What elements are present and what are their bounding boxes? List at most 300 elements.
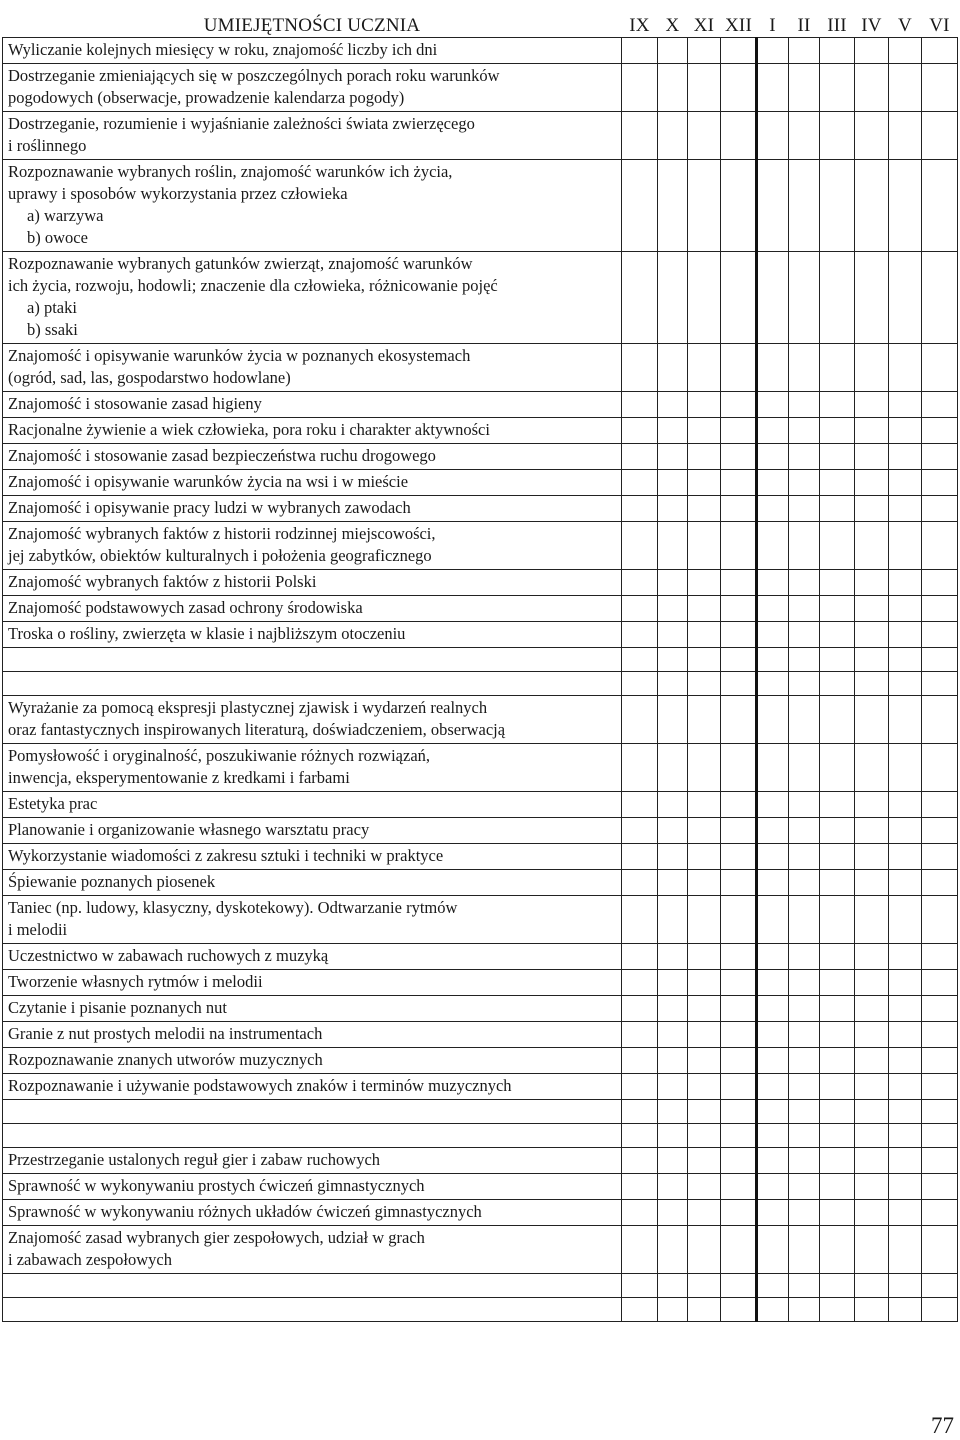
month-cell[interactable] xyxy=(688,1226,721,1274)
month-cell[interactable] xyxy=(820,1074,855,1100)
month-cell[interactable] xyxy=(658,392,688,418)
month-cell[interactable] xyxy=(922,870,958,896)
month-cell[interactable] xyxy=(820,622,855,648)
month-cell[interactable] xyxy=(855,744,889,792)
month-cell[interactable] xyxy=(658,1298,688,1322)
month-cell[interactable] xyxy=(622,1074,658,1100)
month-cell[interactable] xyxy=(721,1148,757,1174)
month-cell[interactable] xyxy=(922,252,958,344)
month-cell[interactable] xyxy=(889,818,922,844)
month-cell[interactable] xyxy=(757,1124,789,1148)
month-cell[interactable] xyxy=(721,1100,757,1124)
month-cell[interactable] xyxy=(721,648,757,672)
month-cell[interactable] xyxy=(688,570,721,596)
month-cell[interactable] xyxy=(820,896,855,944)
month-cell[interactable] xyxy=(721,496,757,522)
month-cell[interactable] xyxy=(658,944,688,970)
month-cell[interactable] xyxy=(889,870,922,896)
month-cell[interactable] xyxy=(721,696,757,744)
month-cell[interactable] xyxy=(757,696,789,744)
month-cell[interactable] xyxy=(789,570,820,596)
month-cell[interactable] xyxy=(688,870,721,896)
month-cell[interactable] xyxy=(688,38,721,64)
month-cell[interactable] xyxy=(622,996,658,1022)
month-cell[interactable] xyxy=(721,996,757,1022)
month-cell[interactable] xyxy=(658,1074,688,1100)
month-cell[interactable] xyxy=(789,418,820,444)
month-cell[interactable] xyxy=(789,1074,820,1100)
month-cell[interactable] xyxy=(721,64,757,112)
month-cell[interactable] xyxy=(922,418,958,444)
month-cell[interactable] xyxy=(789,622,820,648)
month-cell[interactable] xyxy=(622,944,658,970)
month-cell[interactable] xyxy=(922,1048,958,1074)
month-cell[interactable] xyxy=(889,648,922,672)
month-cell[interactable] xyxy=(855,1100,889,1124)
month-cell[interactable] xyxy=(688,1174,721,1200)
month-cell[interactable] xyxy=(789,696,820,744)
month-cell[interactable] xyxy=(658,596,688,622)
month-cell[interactable] xyxy=(820,112,855,160)
month-cell[interactable] xyxy=(658,496,688,522)
month-cell[interactable] xyxy=(889,1074,922,1100)
month-cell[interactable] xyxy=(855,470,889,496)
month-cell[interactable] xyxy=(889,1226,922,1274)
month-cell[interactable] xyxy=(855,522,889,570)
month-cell[interactable] xyxy=(688,1074,721,1100)
month-cell[interactable] xyxy=(855,870,889,896)
month-cell[interactable] xyxy=(688,1148,721,1174)
month-cell[interactable] xyxy=(622,792,658,818)
month-cell[interactable] xyxy=(688,1048,721,1074)
month-cell[interactable] xyxy=(820,1148,855,1174)
month-cell[interactable] xyxy=(721,896,757,944)
month-cell[interactable] xyxy=(688,1200,721,1226)
month-cell[interactable] xyxy=(922,792,958,818)
month-cell[interactable] xyxy=(622,1174,658,1200)
month-cell[interactable] xyxy=(820,252,855,344)
month-cell[interactable] xyxy=(658,1048,688,1074)
month-cell[interactable] xyxy=(721,1074,757,1100)
month-cell[interactable] xyxy=(721,844,757,870)
month-cell[interactable] xyxy=(820,696,855,744)
month-cell[interactable] xyxy=(855,64,889,112)
month-cell[interactable] xyxy=(757,470,789,496)
month-cell[interactable] xyxy=(688,818,721,844)
month-cell[interactable] xyxy=(721,970,757,996)
month-cell[interactable] xyxy=(688,744,721,792)
month-cell[interactable] xyxy=(757,1226,789,1274)
month-cell[interactable] xyxy=(721,1124,757,1148)
month-cell[interactable] xyxy=(922,744,958,792)
month-cell[interactable] xyxy=(757,870,789,896)
month-cell[interactable] xyxy=(922,1148,958,1174)
month-cell[interactable] xyxy=(889,344,922,392)
month-cell[interactable] xyxy=(658,470,688,496)
month-cell[interactable] xyxy=(922,160,958,252)
month-cell[interactable] xyxy=(721,522,757,570)
month-cell[interactable] xyxy=(688,944,721,970)
month-cell[interactable] xyxy=(789,64,820,112)
month-cell[interactable] xyxy=(688,344,721,392)
month-cell[interactable] xyxy=(622,696,658,744)
month-cell[interactable] xyxy=(889,496,922,522)
month-cell[interactable] xyxy=(757,672,789,696)
month-cell[interactable] xyxy=(889,696,922,744)
month-cell[interactable] xyxy=(658,896,688,944)
month-cell[interactable] xyxy=(658,648,688,672)
month-cell[interactable] xyxy=(757,570,789,596)
month-cell[interactable] xyxy=(820,1274,855,1298)
month-cell[interactable] xyxy=(757,1274,789,1298)
month-cell[interactable] xyxy=(855,392,889,418)
month-cell[interactable] xyxy=(622,418,658,444)
month-cell[interactable] xyxy=(622,818,658,844)
month-cell[interactable] xyxy=(688,1022,721,1048)
month-cell[interactable] xyxy=(820,1226,855,1274)
month-cell[interactable] xyxy=(820,64,855,112)
month-cell[interactable] xyxy=(757,344,789,392)
month-cell[interactable] xyxy=(889,1100,922,1124)
month-cell[interactable] xyxy=(658,996,688,1022)
month-cell[interactable] xyxy=(757,160,789,252)
month-cell[interactable] xyxy=(855,1298,889,1322)
month-cell[interactable] xyxy=(658,844,688,870)
month-cell[interactable] xyxy=(889,1200,922,1226)
month-cell[interactable] xyxy=(820,672,855,696)
month-cell[interactable] xyxy=(820,570,855,596)
month-cell[interactable] xyxy=(658,38,688,64)
month-cell[interactable] xyxy=(855,444,889,470)
month-cell[interactable] xyxy=(922,1174,958,1200)
month-cell[interactable] xyxy=(688,112,721,160)
month-cell[interactable] xyxy=(757,64,789,112)
month-cell[interactable] xyxy=(789,112,820,160)
month-cell[interactable] xyxy=(922,496,958,522)
month-cell[interactable] xyxy=(855,596,889,622)
month-cell[interactable] xyxy=(789,38,820,64)
month-cell[interactable] xyxy=(757,896,789,944)
month-cell[interactable] xyxy=(855,418,889,444)
month-cell[interactable] xyxy=(922,112,958,160)
month-cell[interactable] xyxy=(820,160,855,252)
month-cell[interactable] xyxy=(757,112,789,160)
month-cell[interactable] xyxy=(789,1226,820,1274)
month-cell[interactable] xyxy=(688,596,721,622)
month-cell[interactable] xyxy=(789,1048,820,1074)
month-cell[interactable] xyxy=(922,596,958,622)
month-cell[interactable] xyxy=(820,744,855,792)
month-cell[interactable] xyxy=(622,622,658,648)
month-cell[interactable] xyxy=(820,38,855,64)
month-cell[interactable] xyxy=(721,570,757,596)
month-cell[interactable] xyxy=(789,1124,820,1148)
month-cell[interactable] xyxy=(688,672,721,696)
month-cell[interactable] xyxy=(658,672,688,696)
month-cell[interactable] xyxy=(922,344,958,392)
month-cell[interactable] xyxy=(757,38,789,64)
month-cell[interactable] xyxy=(622,160,658,252)
month-cell[interactable] xyxy=(622,596,658,622)
month-cell[interactable] xyxy=(757,1148,789,1174)
month-cell[interactable] xyxy=(622,970,658,996)
month-cell[interactable] xyxy=(757,1174,789,1200)
month-cell[interactable] xyxy=(721,38,757,64)
month-cell[interactable] xyxy=(889,160,922,252)
month-cell[interactable] xyxy=(922,672,958,696)
month-cell[interactable] xyxy=(789,160,820,252)
month-cell[interactable] xyxy=(622,1200,658,1226)
month-cell[interactable] xyxy=(688,1100,721,1124)
month-cell[interactable] xyxy=(658,522,688,570)
month-cell[interactable] xyxy=(855,818,889,844)
month-cell[interactable] xyxy=(688,64,721,112)
month-cell[interactable] xyxy=(757,522,789,570)
month-cell[interactable] xyxy=(721,792,757,818)
month-cell[interactable] xyxy=(757,1200,789,1226)
month-cell[interactable] xyxy=(622,1226,658,1274)
month-cell[interactable] xyxy=(757,392,789,418)
month-cell[interactable] xyxy=(757,252,789,344)
month-cell[interactable] xyxy=(721,418,757,444)
month-cell[interactable] xyxy=(721,470,757,496)
month-cell[interactable] xyxy=(658,570,688,596)
month-cell[interactable] xyxy=(789,870,820,896)
month-cell[interactable] xyxy=(889,1148,922,1174)
month-cell[interactable] xyxy=(789,470,820,496)
month-cell[interactable] xyxy=(855,896,889,944)
month-cell[interactable] xyxy=(789,896,820,944)
month-cell[interactable] xyxy=(757,944,789,970)
month-cell[interactable] xyxy=(922,470,958,496)
month-cell[interactable] xyxy=(757,1074,789,1100)
month-cell[interactable] xyxy=(658,1148,688,1174)
month-cell[interactable] xyxy=(688,1124,721,1148)
month-cell[interactable] xyxy=(622,870,658,896)
month-cell[interactable] xyxy=(820,1022,855,1048)
month-cell[interactable] xyxy=(820,522,855,570)
month-cell[interactable] xyxy=(855,344,889,392)
month-cell[interactable] xyxy=(757,418,789,444)
month-cell[interactable] xyxy=(889,996,922,1022)
month-cell[interactable] xyxy=(889,470,922,496)
month-cell[interactable] xyxy=(889,622,922,648)
month-cell[interactable] xyxy=(688,392,721,418)
month-cell[interactable] xyxy=(658,744,688,792)
month-cell[interactable] xyxy=(820,418,855,444)
month-cell[interactable] xyxy=(757,444,789,470)
month-cell[interactable] xyxy=(820,1200,855,1226)
month-cell[interactable] xyxy=(922,896,958,944)
month-cell[interactable] xyxy=(622,252,658,344)
month-cell[interactable] xyxy=(820,1298,855,1322)
month-cell[interactable] xyxy=(622,1298,658,1322)
month-cell[interactable] xyxy=(922,970,958,996)
month-cell[interactable] xyxy=(922,944,958,970)
month-cell[interactable] xyxy=(789,596,820,622)
month-cell[interactable] xyxy=(757,1048,789,1074)
month-cell[interactable] xyxy=(922,64,958,112)
month-cell[interactable] xyxy=(922,1226,958,1274)
month-cell[interactable] xyxy=(855,792,889,818)
month-cell[interactable] xyxy=(658,622,688,648)
month-cell[interactable] xyxy=(820,496,855,522)
month-cell[interactable] xyxy=(721,1298,757,1322)
month-cell[interactable] xyxy=(855,1174,889,1200)
month-cell[interactable] xyxy=(721,1022,757,1048)
month-cell[interactable] xyxy=(889,112,922,160)
month-cell[interactable] xyxy=(622,1022,658,1048)
month-cell[interactable] xyxy=(688,1298,721,1322)
month-cell[interactable] xyxy=(721,444,757,470)
month-cell[interactable] xyxy=(855,1074,889,1100)
month-cell[interactable] xyxy=(922,1298,958,1322)
month-cell[interactable] xyxy=(889,792,922,818)
month-cell[interactable] xyxy=(922,648,958,672)
month-cell[interactable] xyxy=(721,1226,757,1274)
month-cell[interactable] xyxy=(889,418,922,444)
month-cell[interactable] xyxy=(855,1124,889,1148)
month-cell[interactable] xyxy=(855,944,889,970)
month-cell[interactable] xyxy=(688,444,721,470)
month-cell[interactable] xyxy=(922,818,958,844)
month-cell[interactable] xyxy=(889,38,922,64)
month-cell[interactable] xyxy=(789,996,820,1022)
month-cell[interactable] xyxy=(922,622,958,648)
month-cell[interactable] xyxy=(757,1100,789,1124)
month-cell[interactable] xyxy=(855,1226,889,1274)
month-cell[interactable] xyxy=(721,344,757,392)
month-cell[interactable] xyxy=(855,672,889,696)
month-cell[interactable] xyxy=(757,996,789,1022)
month-cell[interactable] xyxy=(889,1274,922,1298)
month-cell[interactable] xyxy=(622,672,658,696)
month-cell[interactable] xyxy=(757,844,789,870)
month-cell[interactable] xyxy=(688,996,721,1022)
month-cell[interactable] xyxy=(789,1100,820,1124)
month-cell[interactable] xyxy=(855,696,889,744)
month-cell[interactable] xyxy=(622,470,658,496)
month-cell[interactable] xyxy=(622,522,658,570)
month-cell[interactable] xyxy=(622,648,658,672)
month-cell[interactable] xyxy=(820,870,855,896)
month-cell[interactable] xyxy=(688,970,721,996)
month-cell[interactable] xyxy=(688,470,721,496)
month-cell[interactable] xyxy=(622,392,658,418)
month-cell[interactable] xyxy=(889,844,922,870)
month-cell[interactable] xyxy=(622,1100,658,1124)
month-cell[interactable] xyxy=(622,64,658,112)
month-cell[interactable] xyxy=(757,1022,789,1048)
month-cell[interactable] xyxy=(889,596,922,622)
month-cell[interactable] xyxy=(757,496,789,522)
month-cell[interactable] xyxy=(789,444,820,470)
month-cell[interactable] xyxy=(622,496,658,522)
month-cell[interactable] xyxy=(820,996,855,1022)
month-cell[interactable] xyxy=(688,844,721,870)
month-cell[interactable] xyxy=(889,744,922,792)
month-cell[interactable] xyxy=(789,1200,820,1226)
month-cell[interactable] xyxy=(922,1100,958,1124)
month-cell[interactable] xyxy=(622,344,658,392)
month-cell[interactable] xyxy=(855,112,889,160)
month-cell[interactable] xyxy=(820,1048,855,1074)
month-cell[interactable] xyxy=(820,818,855,844)
month-cell[interactable] xyxy=(688,160,721,252)
month-cell[interactable] xyxy=(789,970,820,996)
month-cell[interactable] xyxy=(789,792,820,818)
month-cell[interactable] xyxy=(622,38,658,64)
month-cell[interactable] xyxy=(622,570,658,596)
month-cell[interactable] xyxy=(688,496,721,522)
month-cell[interactable] xyxy=(658,344,688,392)
month-cell[interactable] xyxy=(889,1174,922,1200)
month-cell[interactable] xyxy=(789,744,820,792)
month-cell[interactable] xyxy=(922,444,958,470)
month-cell[interactable] xyxy=(658,818,688,844)
month-cell[interactable] xyxy=(622,744,658,792)
month-cell[interactable] xyxy=(820,1174,855,1200)
month-cell[interactable] xyxy=(889,1298,922,1322)
month-cell[interactable] xyxy=(855,1048,889,1074)
month-cell[interactable] xyxy=(622,1048,658,1074)
month-cell[interactable] xyxy=(922,522,958,570)
month-cell[interactable] xyxy=(820,648,855,672)
month-cell[interactable] xyxy=(922,844,958,870)
month-cell[interactable] xyxy=(688,522,721,570)
month-cell[interactable] xyxy=(721,744,757,792)
month-cell[interactable] xyxy=(658,112,688,160)
month-cell[interactable] xyxy=(658,1174,688,1200)
month-cell[interactable] xyxy=(658,970,688,996)
month-cell[interactable] xyxy=(789,392,820,418)
month-cell[interactable] xyxy=(889,392,922,418)
month-cell[interactable] xyxy=(688,696,721,744)
month-cell[interactable] xyxy=(922,696,958,744)
month-cell[interactable] xyxy=(820,596,855,622)
month-cell[interactable] xyxy=(688,792,721,818)
month-cell[interactable] xyxy=(721,622,757,648)
month-cell[interactable] xyxy=(889,570,922,596)
month-cell[interactable] xyxy=(622,1124,658,1148)
month-cell[interactable] xyxy=(658,1100,688,1124)
month-cell[interactable] xyxy=(721,944,757,970)
month-cell[interactable] xyxy=(658,1274,688,1298)
month-cell[interactable] xyxy=(757,970,789,996)
month-cell[interactable] xyxy=(889,970,922,996)
month-cell[interactable] xyxy=(688,648,721,672)
month-cell[interactable] xyxy=(721,672,757,696)
month-cell[interactable] xyxy=(622,896,658,944)
month-cell[interactable] xyxy=(855,1274,889,1298)
month-cell[interactable] xyxy=(757,596,789,622)
month-cell[interactable] xyxy=(688,896,721,944)
month-cell[interactable] xyxy=(922,570,958,596)
month-cell[interactable] xyxy=(658,418,688,444)
month-cell[interactable] xyxy=(658,160,688,252)
month-cell[interactable] xyxy=(658,64,688,112)
month-cell[interactable] xyxy=(757,648,789,672)
month-cell[interactable] xyxy=(721,1048,757,1074)
month-cell[interactable] xyxy=(721,1274,757,1298)
month-cell[interactable] xyxy=(922,1022,958,1048)
month-cell[interactable] xyxy=(789,1174,820,1200)
month-cell[interactable] xyxy=(889,252,922,344)
month-cell[interactable] xyxy=(789,672,820,696)
month-cell[interactable] xyxy=(820,970,855,996)
month-cell[interactable] xyxy=(889,444,922,470)
month-cell[interactable] xyxy=(721,392,757,418)
